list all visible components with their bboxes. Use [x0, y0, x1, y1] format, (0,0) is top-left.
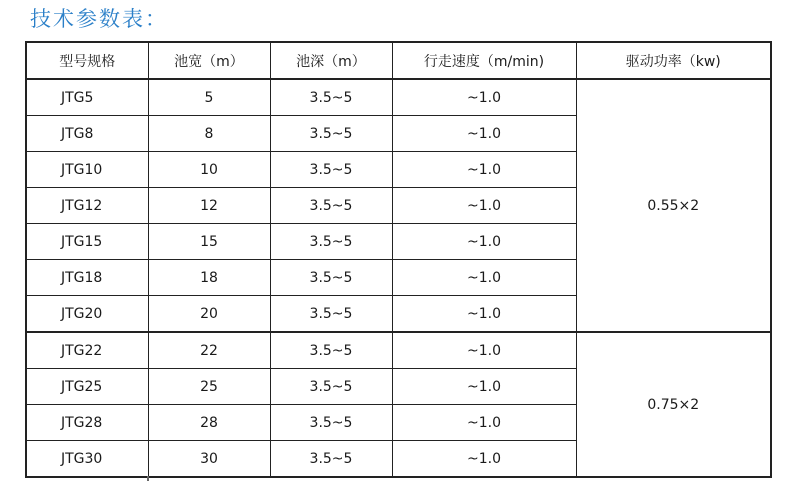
cell-width: 25	[148, 369, 270, 405]
cell-speed: ~1.0	[392, 441, 576, 478]
cell-model: JTG10	[26, 152, 148, 188]
cell-width: 15	[148, 224, 270, 260]
cell-speed: ~1.0	[392, 260, 576, 296]
cell-depth: 3.5~5	[270, 332, 392, 369]
cell-width: 10	[148, 152, 270, 188]
cell-depth: 3.5~5	[270, 152, 392, 188]
cell-model: JTG15	[26, 224, 148, 260]
cell-depth: 3.5~5	[270, 405, 392, 441]
cell-speed: ~1.0	[392, 369, 576, 405]
cell-model: JTG5	[26, 79, 148, 116]
header-width: 池宽（m）	[148, 42, 270, 79]
cell-depth: 3.5~5	[270, 260, 392, 296]
cell-depth: 3.5~5	[270, 79, 392, 116]
cell-speed: ~1.0	[392, 405, 576, 441]
cell-power: 0.55×2	[576, 79, 771, 332]
cell-width: 5	[148, 79, 270, 116]
table-body	[26, 79, 771, 477]
cell-speed: ~1.0	[392, 332, 576, 369]
cell-speed: ~1.0	[392, 79, 576, 116]
cell-model: JTG20	[26, 296, 148, 333]
cell-depth: 3.5~5	[270, 369, 392, 405]
cell-speed: ~1.0	[392, 188, 576, 224]
cell-speed: ~1.0	[392, 296, 576, 333]
cell-width: 12	[148, 188, 270, 224]
cell-power: 0.75×2	[576, 332, 771, 477]
header-speed: 行走速度（m/min)	[392, 42, 576, 79]
cell-width: 22	[148, 332, 270, 369]
cell-speed: ~1.0	[392, 224, 576, 260]
table-row	[26, 79, 771, 116]
cell-speed: ~1.0	[392, 116, 576, 152]
cell-speed: ~1.0	[392, 152, 576, 188]
table-row	[26, 332, 771, 369]
cell-width: 20	[148, 296, 270, 333]
header-depth: 池深（m）	[270, 42, 392, 79]
cell-model: JTG30	[26, 441, 148, 478]
cell-depth: 3.5~5	[270, 296, 392, 333]
cell-model: JTG18	[26, 260, 148, 296]
page-title: 技术参数表：	[30, 7, 168, 31]
cell-depth: 3.5~5	[270, 441, 392, 478]
cell-model: JTG22	[26, 332, 148, 369]
cell-model: JTG25	[26, 369, 148, 405]
cell-depth: 3.5~5	[270, 224, 392, 260]
cell-depth: 3.5~5	[270, 116, 392, 152]
cell-width: 18	[148, 260, 270, 296]
spec-table	[25, 41, 772, 478]
cell-depth: 3.5~5	[270, 188, 392, 224]
cell-width: 30	[148, 441, 270, 478]
table-header-row	[26, 42, 771, 79]
cell-width: 28	[148, 405, 270, 441]
cell-model: JTG28	[26, 405, 148, 441]
header-model: 型号规格	[26, 42, 148, 79]
bottom-mark	[147, 476, 149, 481]
cell-width: 8	[148, 116, 270, 152]
header-power: 驱动功率（kw)	[576, 42, 771, 79]
cell-model: JTG8	[26, 116, 148, 152]
cell-model: JTG12	[26, 188, 148, 224]
